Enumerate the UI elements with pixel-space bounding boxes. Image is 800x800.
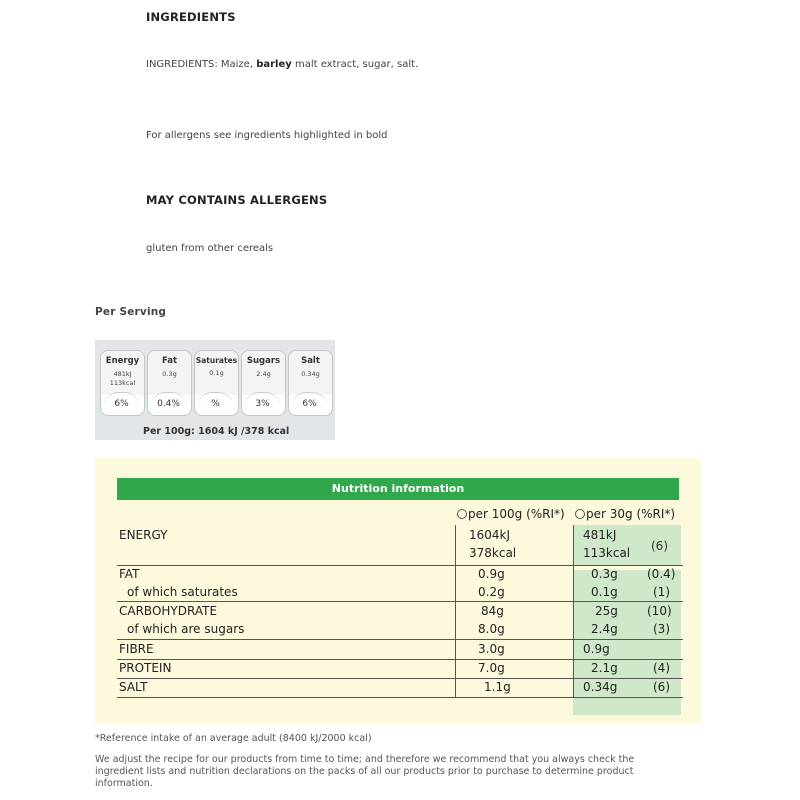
value-per30g: 0.1g <box>591 585 618 599</box>
allergen-note: For allergens see ingredients highlighted in bold <box>146 130 388 141</box>
fop-energy <box>100 350 145 416</box>
ingredients-heading: INGREDIENTS <box>146 10 236 24</box>
fop-percent: 6% <box>103 392 140 413</box>
fop-fat <box>147 350 192 416</box>
value-per100g: 1604kJ <box>469 528 511 542</box>
ingredients-text <box>146 59 418 70</box>
disclaimer-line-2: ingredient lists and nutrition declarations on the packs of all our products prior to purchase to determine product <box>95 766 634 777</box>
value-ri: (3) <box>653 622 670 636</box>
fop-value: 0.34g <box>301 370 320 378</box>
nutrient-label: PROTEIN <box>119 661 172 675</box>
fop-percent: 6% <box>291 392 328 413</box>
value-per100g: 0.9g <box>478 567 505 581</box>
allergens-heading: MAY CONTAINS ALLERGENS <box>146 193 328 207</box>
value-per30g: 0.3g <box>591 567 618 581</box>
ingredients-suffix: malt extract, sugar, salt. <box>291 59 419 70</box>
disclaimer-line-3: information. <box>95 778 153 789</box>
col-header-per100g: per 100g (%RI*) <box>457 507 565 521</box>
value-ri: (1) <box>653 585 670 599</box>
value-ri: (4) <box>653 661 670 675</box>
nutrient-label: FIBRE <box>119 642 154 656</box>
fop-value: 0.1g <box>209 369 224 377</box>
fop-name: Fat <box>161 356 178 366</box>
value-ri: (0.4) <box>647 567 676 581</box>
value-per30g: 25g <box>595 604 618 618</box>
fop-name: Energy <box>105 356 140 366</box>
fop-saturates <box>194 350 239 416</box>
value-per30g: 2.1g <box>591 661 618 675</box>
per-100g-energy: Per 100g: 1604 kJ /378 kcal <box>143 426 290 437</box>
nutrition-title: Nutrition information <box>117 478 679 500</box>
per-serving-heading: Per Serving <box>95 306 167 318</box>
fop-percent: 3% <box>244 392 281 413</box>
value-per30g: 0.9g <box>583 642 610 656</box>
value-per100g: 84g <box>481 604 504 618</box>
fop-percent: % <box>197 392 234 413</box>
value-per30g: 2.4g <box>591 622 618 636</box>
reference-intake-note: *Reference intake of an average adult (8400 kJ/2000 kcal) <box>95 733 372 744</box>
disclaimer-line-1: We adjust the recipe for our products from time to time; and therefore we recommend that you always check the <box>95 754 635 765</box>
value-per30g: 481kJ <box>583 528 617 542</box>
nutrient-label: SALT <box>119 680 148 694</box>
nutrient-label: of which are sugars <box>127 622 245 636</box>
fop-salt <box>288 350 333 416</box>
fop-name: Salt <box>301 356 320 366</box>
ingredients-bold-allergen: barley <box>256 59 292 70</box>
value-per100g: 0.2g <box>478 585 505 599</box>
value-per100g: 7.0g <box>478 661 505 675</box>
value-per100g: 8.0g <box>478 622 505 636</box>
disclaimer <box>95 754 775 790</box>
fop-name: Sugars <box>246 356 281 366</box>
value-per100g: 3.0g <box>478 642 505 656</box>
nutrient-label: of which saturates <box>127 585 238 599</box>
value-per30g: 0.34g <box>583 680 618 694</box>
nutrient-label: ENERGY <box>119 528 168 542</box>
fop-value: 481kJ <box>113 370 132 378</box>
fop-name: Saturates <box>195 356 238 365</box>
circle-icon <box>575 509 585 519</box>
front-of-pack-labels <box>95 340 335 440</box>
value-per100g: 378kcal <box>469 546 517 560</box>
fop-value-2: 113kcal <box>109 379 136 387</box>
value-ri: (10) <box>647 604 672 618</box>
allergens-text: gluten from other cereals <box>146 243 274 254</box>
value-per100g: 1.1g <box>484 680 511 694</box>
ingredients-prefix: INGREDIENTS: Maize, <box>146 59 257 70</box>
fop-value: 0.3g <box>162 370 177 378</box>
nutrient-label: FAT <box>119 567 140 581</box>
fop-percent: 0.4% <box>150 392 187 413</box>
nutrition-panel <box>95 458 701 723</box>
nutrient-label: CARBOHYDRATE <box>119 604 218 618</box>
value-ri: (6) <box>653 680 670 694</box>
energy-ri: (6) <box>651 539 668 553</box>
fop-value: 2.4g <box>256 370 271 378</box>
fop-sugars <box>241 350 286 416</box>
value-per30g: 113kcal <box>583 546 631 560</box>
circle-icon <box>457 509 467 519</box>
col-header-per30g: per 30g (%RI*) <box>575 507 675 521</box>
